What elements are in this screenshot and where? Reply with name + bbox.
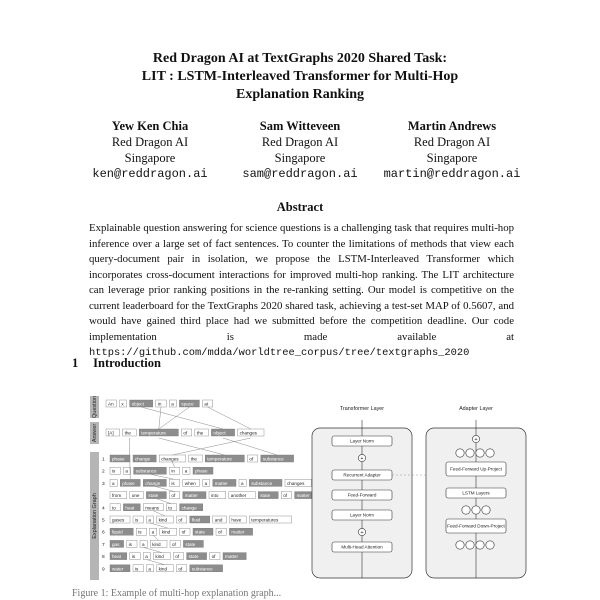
row-number: 9	[102, 567, 105, 573]
graph-edge	[153, 535, 158, 540]
author-location: Singapore	[124, 151, 176, 165]
recurrent-adapter-block-label: Recurrent Adapter	[343, 472, 381, 478]
token-text: kind	[152, 541, 161, 547]
graph-edge	[208, 407, 251, 429]
graph-edge	[159, 438, 225, 455]
title-line-2: LIT : LSTM-Interleaved Transformer for Multi-Hop	[141, 69, 459, 84]
token-text: An	[108, 401, 114, 407]
token-text: means	[145, 505, 159, 511]
graph-edge	[153, 511, 165, 516]
neuron-node	[482, 506, 490, 514]
token-text: matter	[214, 480, 228, 486]
row-number: 7	[102, 542, 105, 548]
token-text: a	[184, 468, 188, 474]
row-number: 3	[102, 481, 105, 487]
section-number: 1	[72, 356, 79, 370]
token-text: of	[249, 456, 254, 462]
token-text: a	[241, 480, 244, 486]
neuron-node	[476, 541, 484, 549]
token-text: in	[157, 401, 162, 407]
feed-forward-block-label: Feed-Forward	[347, 492, 377, 498]
author-name: Yew Ken Chia	[111, 119, 189, 133]
token-text: a	[204, 480, 208, 486]
figure-caption: Figure 1: Example of multi-hop explanation graph...	[72, 588, 282, 599]
token-text: change	[181, 505, 197, 511]
token-text: space	[181, 401, 194, 407]
token-text: of	[218, 529, 222, 535]
graph-edge	[155, 486, 175, 491]
token-text: when	[184, 480, 196, 486]
add-symbol: +	[360, 455, 364, 462]
token-text: have	[231, 517, 242, 523]
abstract-text: Explainable question answering for science questions is a challenging task that requires multi-hop inference over a large set of fact sentences. To counter the limitations of methods that view each query-document pair in isolation, we propose the LSTM-Interleaved Transformer which incorporates cross-document interactions for improved multi-hop ranking. The LIT architecture can leverage prior ranking positions in the re-ranking setting. Our model is competitive on the current leaderboard for the TextGraphs 2020 shared task, achieving a test-set MAP of 0.5607, and would have gained third place had we submitted before the competition deadline. Our code implementation is made available at	[89, 222, 514, 343]
token-text: is	[112, 468, 116, 474]
token-text: is	[138, 529, 142, 535]
token-text: temperature	[207, 456, 232, 462]
token-text: phase	[195, 468, 208, 474]
token-text: state	[188, 554, 199, 560]
graph-edge	[144, 547, 162, 552]
title-line-3: Explanation Ranking	[236, 87, 364, 102]
neuron-node	[456, 541, 464, 549]
token-text: a	[151, 529, 155, 535]
author-location: Singapore	[426, 151, 478, 165]
token-text: to	[168, 505, 173, 511]
token-text: is	[171, 480, 175, 486]
token-text: state	[195, 529, 205, 535]
token-text: phase	[122, 480, 135, 486]
neuron-node	[466, 449, 474, 457]
token-text: kind	[158, 517, 168, 523]
token-text: state	[185, 541, 196, 547]
token-text: water	[112, 566, 124, 572]
down-project-block-label: Feed-Forward Down-Project	[447, 523, 505, 529]
token-text: is	[128, 541, 132, 547]
token-text: substance	[262, 456, 284, 462]
token-text: matter	[296, 493, 310, 499]
token-text: to	[112, 505, 116, 511]
author-affiliation: Red Dragon AI	[111, 135, 189, 149]
architecture-figure	[300, 402, 532, 582]
token-text: from	[112, 493, 122, 499]
neuron-node	[472, 506, 480, 514]
graph-edge	[147, 560, 165, 565]
token-text: the	[196, 430, 204, 436]
adapter-title: Adapter Layer	[459, 406, 493, 412]
graph-edge	[159, 407, 190, 429]
token-text: kind	[158, 566, 168, 572]
row-number: 4	[102, 506, 105, 512]
token-text: of	[178, 566, 183, 572]
row-number: 8	[102, 555, 105, 561]
row-number: 2	[102, 469, 105, 475]
token-text: of	[283, 493, 288, 499]
token-text: matter	[231, 529, 245, 535]
author-email: martin@reddragon.ai	[383, 167, 521, 181]
token-text: object	[213, 430, 226, 436]
add-symbol: +	[360, 529, 364, 536]
multi-head-attention-block-label: Multi-Head Attention	[341, 544, 383, 550]
layer-norm-block-label: Layer Norm	[350, 512, 374, 518]
token-text: a	[112, 480, 115, 486]
token-text: substance	[191, 566, 213, 572]
token-text: phase	[112, 456, 125, 462]
token-text: a	[125, 468, 128, 474]
token-text: of	[172, 541, 176, 547]
token-text: the	[190, 456, 197, 462]
author-block	[362, 118, 542, 182]
neuron-node	[466, 541, 474, 549]
token-text: changes	[239, 430, 257, 436]
token-text: object	[131, 401, 144, 407]
code-link[interactable]: https://github.com/mdda/worldtree_corpus/tree/textgraphs_2020	[89, 347, 470, 359]
neuron-node	[486, 541, 494, 549]
add-symbol: +	[474, 436, 478, 443]
graph-edge	[156, 499, 171, 504]
graph-edge	[150, 474, 175, 479]
author-location: Singapore	[274, 151, 326, 165]
token-text: is	[131, 554, 136, 560]
paper-title	[0, 50, 600, 104]
transformer-title: Transformer Layer	[339, 406, 385, 412]
token-text: [A]	[108, 430, 114, 436]
answer-label: Answer	[92, 423, 98, 443]
graph-edge	[141, 407, 223, 429]
explanation-graph-figure	[90, 392, 320, 582]
token-text: change	[145, 480, 161, 486]
token-text: x	[121, 401, 124, 407]
token-text: a	[148, 517, 151, 523]
token-text: changes	[287, 480, 305, 486]
token-text: of	[181, 529, 186, 535]
token-text: temperature	[141, 430, 166, 436]
token-text: state	[148, 493, 159, 499]
author-name: Sam Witteveen	[259, 119, 341, 133]
token-text: substance	[251, 480, 273, 486]
token-text: kind	[161, 529, 171, 535]
token-text: at	[204, 401, 209, 407]
author-email: ken@reddragon.ai	[92, 167, 208, 181]
up-project-block-label: Feed-Forward Up-Project	[450, 466, 502, 472]
graph-edge	[172, 462, 174, 467]
token-text: the	[124, 430, 131, 436]
author-affiliation: Red Dragon AI	[413, 135, 491, 149]
author-email: sam@reddragon.ai	[242, 167, 358, 181]
token-text: change	[135, 456, 151, 462]
token-text: matter	[225, 554, 239, 560]
neuron-node	[476, 449, 484, 457]
row-number: 6	[102, 530, 105, 536]
token-text: kind	[155, 554, 164, 560]
graph-edge	[223, 438, 277, 455]
title-line-1: Red Dragon AI at TextGraphs 2020 Shared Task:	[152, 51, 448, 66]
token-text: of	[183, 430, 188, 436]
token-text: of	[178, 517, 183, 523]
author-affiliation: Red Dragon AI	[261, 135, 339, 149]
token-text: is	[135, 566, 139, 572]
row-number: 5	[102, 518, 105, 524]
layer-norm-block-label: Layer Norm	[350, 438, 374, 444]
token-text: of	[175, 554, 180, 560]
section-heading	[72, 356, 161, 371]
lstm-layers-block-label: LSTM Layers	[462, 490, 490, 496]
question-label: Question	[92, 395, 98, 419]
token-text: is	[135, 517, 139, 523]
row-number: 1	[102, 457, 105, 463]
token-text: substance	[135, 468, 157, 474]
token-text: a	[142, 541, 145, 547]
token-text: of	[211, 554, 216, 560]
token-text: heat	[125, 505, 135, 511]
token-text: and	[214, 517, 223, 523]
author-name: Martin Andrews	[407, 119, 497, 133]
neuron-node	[462, 506, 470, 514]
token-text: gases	[112, 517, 125, 523]
section-title: Introduction	[93, 356, 161, 370]
graph-edge	[150, 523, 168, 528]
token-text: a	[171, 401, 174, 407]
token-text: a	[145, 554, 148, 560]
neuron-node	[456, 449, 464, 457]
token-text: matter	[184, 493, 198, 499]
token-text: fluid	[191, 517, 201, 523]
token-text: another	[230, 493, 247, 499]
token-text: a	[148, 566, 151, 572]
abstract-body	[89, 221, 514, 362]
graph-label: Explanation Graph	[92, 493, 98, 539]
token-text: in	[171, 468, 175, 474]
token-text: one	[131, 493, 140, 499]
token-text: gas	[112, 541, 120, 547]
token-text: of	[171, 493, 176, 499]
token-text: heat	[112, 554, 121, 560]
graph-edge	[159, 407, 161, 429]
graph-edge	[172, 438, 250, 455]
abstract-heading: Abstract	[276, 200, 324, 214]
token-text: changes	[161, 456, 179, 462]
token-text: liquid	[112, 529, 123, 535]
neuron-node	[486, 449, 494, 457]
token-text: into	[211, 493, 219, 499]
token-text: state	[260, 493, 271, 499]
token-text: temperatures	[251, 517, 279, 523]
